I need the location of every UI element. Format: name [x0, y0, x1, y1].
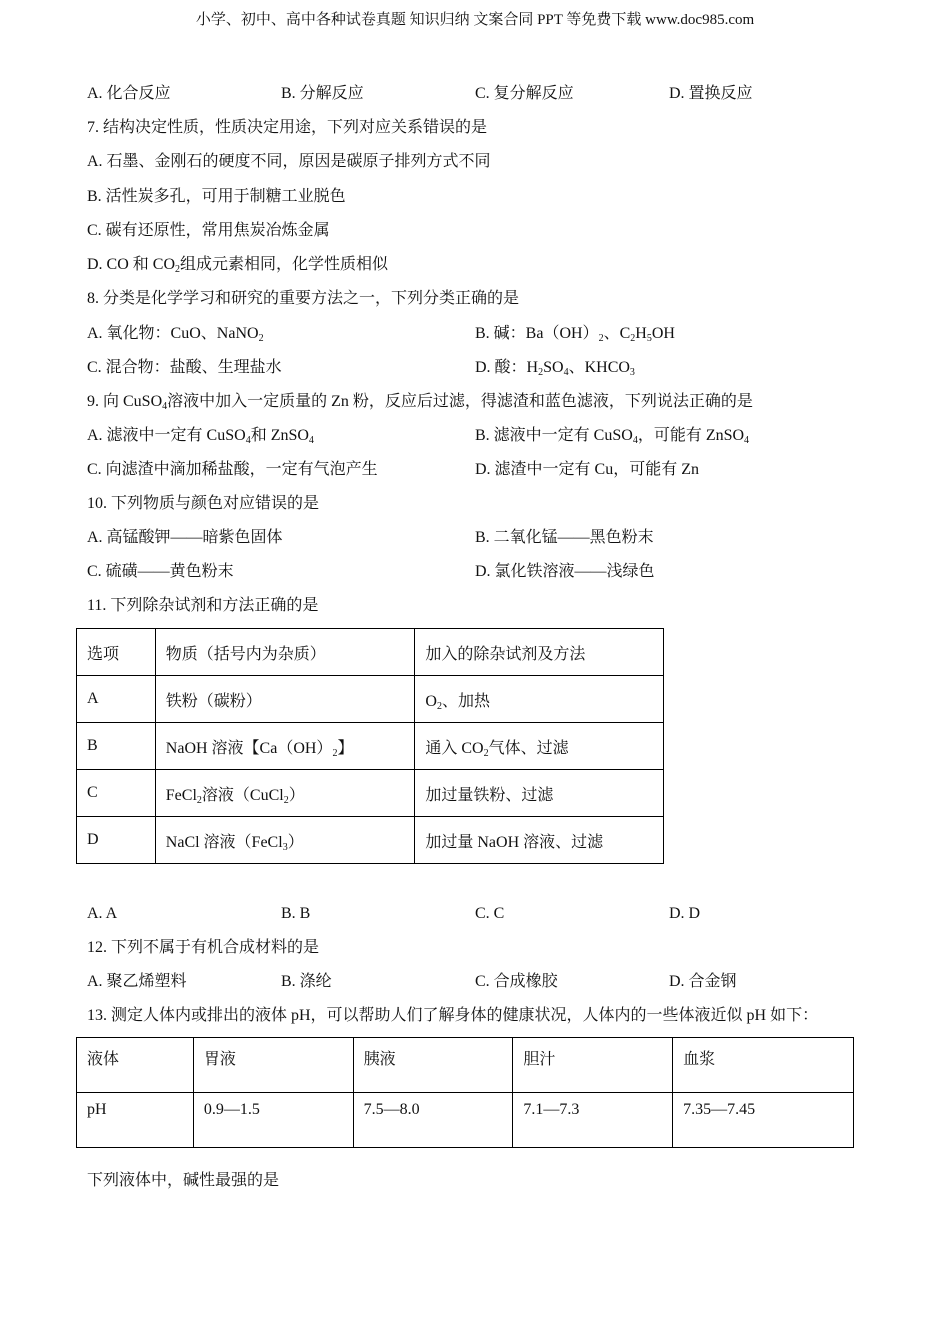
table-cell: 加过量 NaOH 溶液、过滤 — [415, 817, 664, 864]
q9-option-c: C. 向滤渣中滴加稀盐酸，一定有气泡产生 — [87, 461, 378, 478]
table-header-cell: 物质（括号内为杂质） — [155, 629, 415, 676]
q7-stem: 7. 结构决定性质，性质决定用途，下列对应关系错误的是 — [87, 119, 488, 136]
q9-option-a: A. 滤液中一定有 CuSO$_4$和 ZnSO$_4$ — [87, 427, 314, 446]
q12-option-d: D. 合金钢 — [669, 973, 737, 990]
q10-option-a: A. 高锰酸钾——暗紫色固体 — [87, 529, 283, 546]
q11-stem: 11. 下列除杂试剂和方法正确的是 — [87, 597, 319, 614]
q13-table — [76, 1037, 854, 1148]
table-cell: 铁粉（碳粉） — [155, 676, 415, 723]
table-row — [77, 817, 664, 864]
table-header-row — [77, 1038, 854, 1093]
q10-option-c: C. 硫磺——黄色粉末 — [87, 563, 234, 580]
q10-option-b: B. 二氧化锰——黑色粉末 — [475, 529, 654, 546]
table-cell: $O_2$、加热 — [415, 676, 664, 723]
table-cell: B — [77, 723, 156, 770]
table-cell: 7.5—8.0 — [353, 1093, 513, 1148]
table-cell: FeCl$_2$溶液（CuCl$_2$） — [155, 770, 415, 817]
q9-stem: 9. 向 CuSO$_4$溶液中加入一定质量的 Zn 粉，反应后过滤，得滤渣和蓝色滤液，下列说法正确的是 — [87, 393, 753, 412]
q7-option-b: B. 活性炭多孔，可用于制糖工业脱色 — [87, 188, 346, 205]
table-header-cell: 选项 — [77, 629, 156, 676]
q8-option-a: A. 氧化物：CuO、NaNO$_2$ — [87, 325, 264, 344]
q7-option-a: A. 石墨、金刚石的硬度不同，原因是碳原子排列方式不同 — [87, 153, 491, 170]
q7-option-c: C. 碳有还原性，常用焦炭冶炼金属 — [87, 222, 330, 239]
q6-option-b: B. 分解反应 — [281, 85, 364, 102]
q7-option-d: D. CO 和 $CO_2$组成元素相同，化学性质相似 — [87, 256, 389, 275]
q13-question: 下列液体中，碱性最强的是 — [87, 1172, 280, 1189]
table-row — [77, 1093, 854, 1148]
q8-stem: 8. 分类是化学学习和研究的重要方法之一，下列分类正确的是 — [87, 290, 520, 307]
q12-option-b: B. 涤纶 — [281, 973, 332, 990]
q8-option-b: B. 碱：$Ba(OH)_2$、$C_2H_5OH$ — [475, 325, 675, 344]
table-cell: 7.35—7.45 — [673, 1093, 854, 1148]
table-header-cell: 胆汁 — [513, 1038, 673, 1093]
q11-option-d: D. D — [669, 905, 701, 922]
table-cell: D — [77, 817, 156, 864]
table-row — [77, 723, 664, 770]
q12-option-a: A. 聚乙烯塑料 — [87, 973, 187, 990]
q9-option-d: D. 滤渣中一定有 Cu，可能有 Zn — [475, 461, 700, 478]
q12-option-c: C. 合成橡胶 — [475, 973, 558, 990]
q6-option-a: A. 化合反应 — [87, 85, 171, 102]
q10-stem: 10. 下列物质与颜色对应错误的是 — [87, 495, 320, 512]
table-header-cell: 胃液 — [193, 1038, 353, 1093]
q9-option-b: B. 滤液中一定有 CuSO$_4$，可能有 ZnSO$_4$ — [475, 427, 750, 446]
table-cell: C — [77, 770, 156, 817]
table-cell: 加过量铁粉、过滤 — [415, 770, 664, 817]
table-header-cell: 液体 — [77, 1038, 194, 1093]
q11-table — [76, 628, 664, 864]
q11-option-c: C. C — [475, 905, 505, 922]
table-cell: A — [77, 676, 156, 723]
q8-option-c: C. 混合物：盐酸、生理盐水 — [87, 359, 282, 376]
q6-option-d: D. 置换反应 — [669, 85, 753, 102]
table-header-row — [77, 629, 664, 676]
table-cell: 7.1—7.3 — [513, 1093, 673, 1148]
q11-option-b: B. B — [281, 905, 311, 922]
table-header-cell: 血浆 — [673, 1038, 854, 1093]
page-header: 小学、初中、高中各种试卷真题 知识归纳 文案合同 PPT 等免费下载 www.doc985.com — [195, 12, 755, 28]
table-cell: NaCl 溶液（FeCl$_3$） — [155, 817, 415, 864]
table-cell: NaOH 溶液【$Ca(OH)_2$】 — [155, 723, 415, 770]
table-header-cell: 胰液 — [353, 1038, 513, 1093]
table-cell: 通入 $CO_2$气体、过滤 — [415, 723, 664, 770]
table-header-cell: 加入的除杂试剂及方法 — [415, 629, 664, 676]
q13-stem: 13. 测定人体内或排出的液体 pH，可以帮助人们了解身体的健康状况，人体内的一些体液近似 pH 如下： — [87, 1007, 819, 1024]
q11-option-a: A. A — [87, 905, 118, 922]
q6-option-c: C. 复分解反应 — [475, 85, 574, 102]
q10-option-d: D. 氯化铁溶液——浅绿色 — [475, 563, 655, 580]
q8-option-d: D. 酸：$H_2SO_4$、$KHCO_3$ — [475, 359, 635, 378]
q12-stem: 12. 下列不属于有机合成材料的是 — [87, 939, 320, 956]
table-cell: 0.9—1.5 — [193, 1093, 353, 1148]
table-cell: pH — [77, 1093, 194, 1148]
table-row — [77, 676, 664, 723]
table-row — [77, 770, 664, 817]
